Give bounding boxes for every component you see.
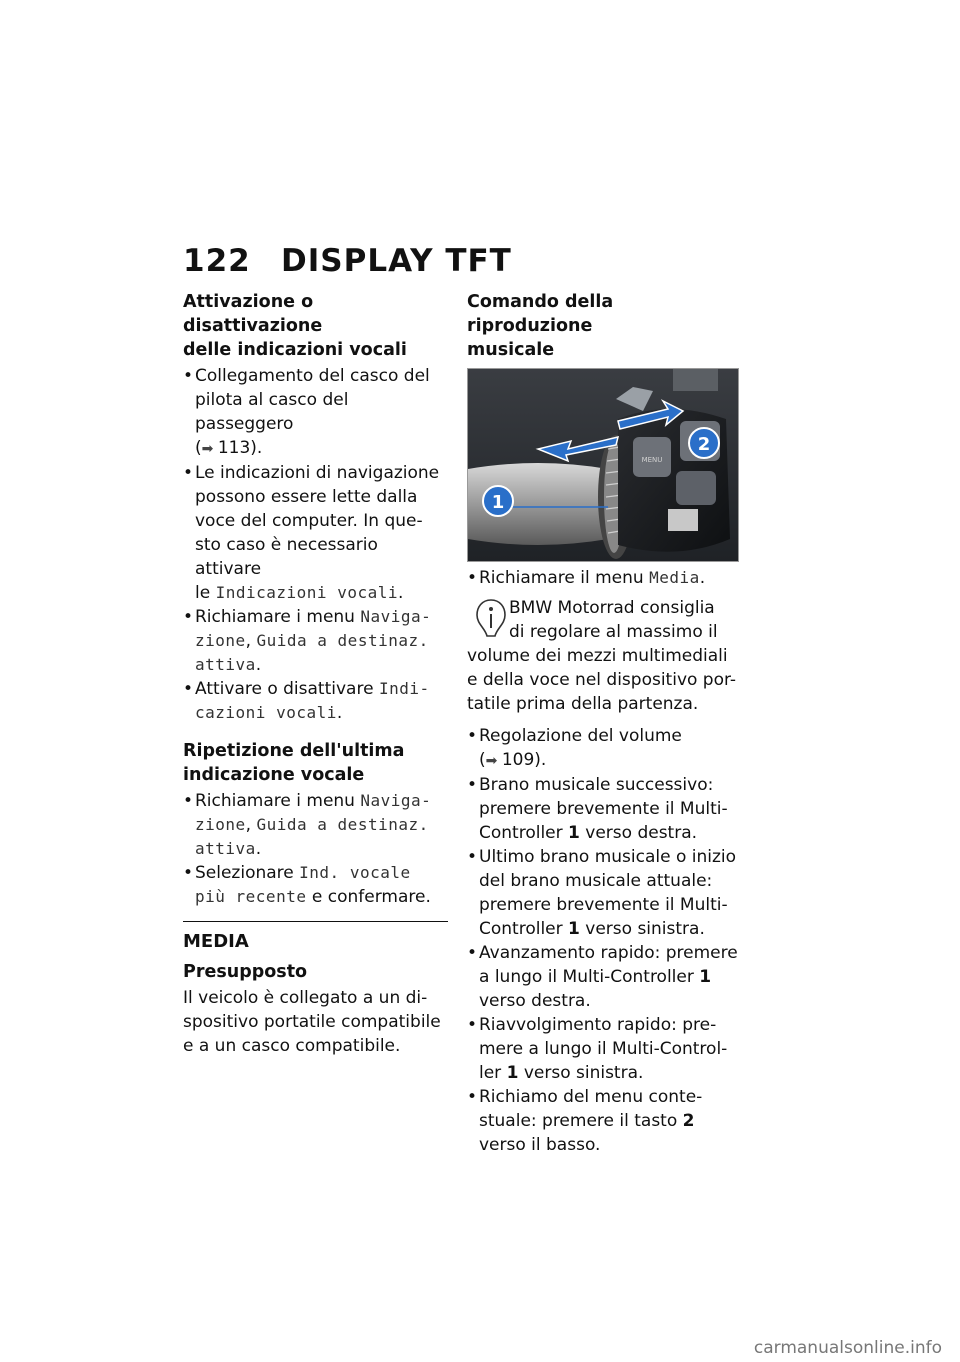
list-item: • Richiamo del menu conte- stuale: premere il tasto 2 verso il basso. xyxy=(467,1085,739,1157)
page-section-title: DISPLAY TFT xyxy=(281,243,512,279)
list-item: • Brano musicale successivo: premere brevemente il Multi- Controller 1 verso destra. xyxy=(467,773,739,845)
menu-item-text: Naviga- xyxy=(360,607,432,626)
list-item: • Le indicazioni di navigazione possono essere lette dalla voce del computer. In que- sto caso è necessario attivare le Indicazioni vocali. xyxy=(183,461,448,605)
media-menu-step xyxy=(467,566,739,590)
list-item: • Collegamento del casco del pilota al casco del passeggero (➡ 113). xyxy=(183,364,448,461)
subsection-title-prerequisite: Presupposto xyxy=(183,962,308,982)
handlebar-controls-figure xyxy=(467,368,739,562)
callout-2-label: 2 xyxy=(697,434,711,455)
watermark-link[interactable]: carmanualsonline.info xyxy=(753,1338,942,1358)
section-title-voice-toggle: Attivazione o disattivazione delle indicazioni vocali xyxy=(183,292,407,360)
list-item: • Riavvolgimento rapido: pre- mere a lungo il Multi-Control- ler 1 verso sinistra. xyxy=(467,1013,739,1085)
section-title-media: MEDIA xyxy=(183,931,249,952)
callout-1-label: 1 xyxy=(491,492,505,513)
list-item: • Avanzamento rapido: premere a lungo il Multi-Controller 1 verso destra. xyxy=(467,941,739,1013)
list-item: • Richiamare i menu Naviga- zione, Guida a destinaz. attiva. xyxy=(183,789,448,861)
menu-button-label: MENU xyxy=(641,456,663,464)
arrow-right-icon: ➡ xyxy=(485,753,502,769)
arrow-right-icon: ➡ xyxy=(201,441,218,457)
section-title-repeat-voice: Ripetizione dell'ultima indicazione vocale xyxy=(183,741,405,785)
right-column xyxy=(467,290,739,1157)
list-item: • Selezionare Ind. vocale più recente e confermare. xyxy=(183,861,448,909)
left-column xyxy=(183,290,448,1058)
info-icon xyxy=(475,598,507,642)
list-item: • Ultimo brano musicale o inizio del brano musicale attuale: premere brevemente il Multi- Controller 1 verso sinistra. xyxy=(467,845,739,941)
list-item: • Richiamare i menu Naviga- zione, Guida a destinaz. attiva. xyxy=(183,605,448,677)
section-title-music-control: Comando della riproduzione musicale xyxy=(467,292,614,360)
voice-toggle-steps xyxy=(183,364,448,725)
info-note: BMW Motorrad consiglia di regolare al massimo il volume dei mezzi multimediali e della voce nel dispositivo por- tatile prima della partenza. xyxy=(467,598,737,714)
list-item: • Richiamare il menu Media. xyxy=(467,566,739,590)
menu-item-text: Indicazioni vocali xyxy=(215,583,398,602)
page-header xyxy=(183,243,512,279)
page-number: 122 xyxy=(183,243,251,279)
prerequisite-text: Il veicolo è collegato a un di- spositivo portatile compatibile e a un casco compatibile. xyxy=(183,988,441,1056)
music-control-steps xyxy=(467,724,739,1157)
section-divider xyxy=(183,921,448,922)
list-item: • Regolazione del volume (➡ 109). xyxy=(467,724,739,773)
list-item: • Attivare o disattivare Indi- cazioni vocali. xyxy=(183,677,448,725)
handlebar-illustration xyxy=(468,369,738,561)
repeat-voice-steps xyxy=(183,789,448,909)
